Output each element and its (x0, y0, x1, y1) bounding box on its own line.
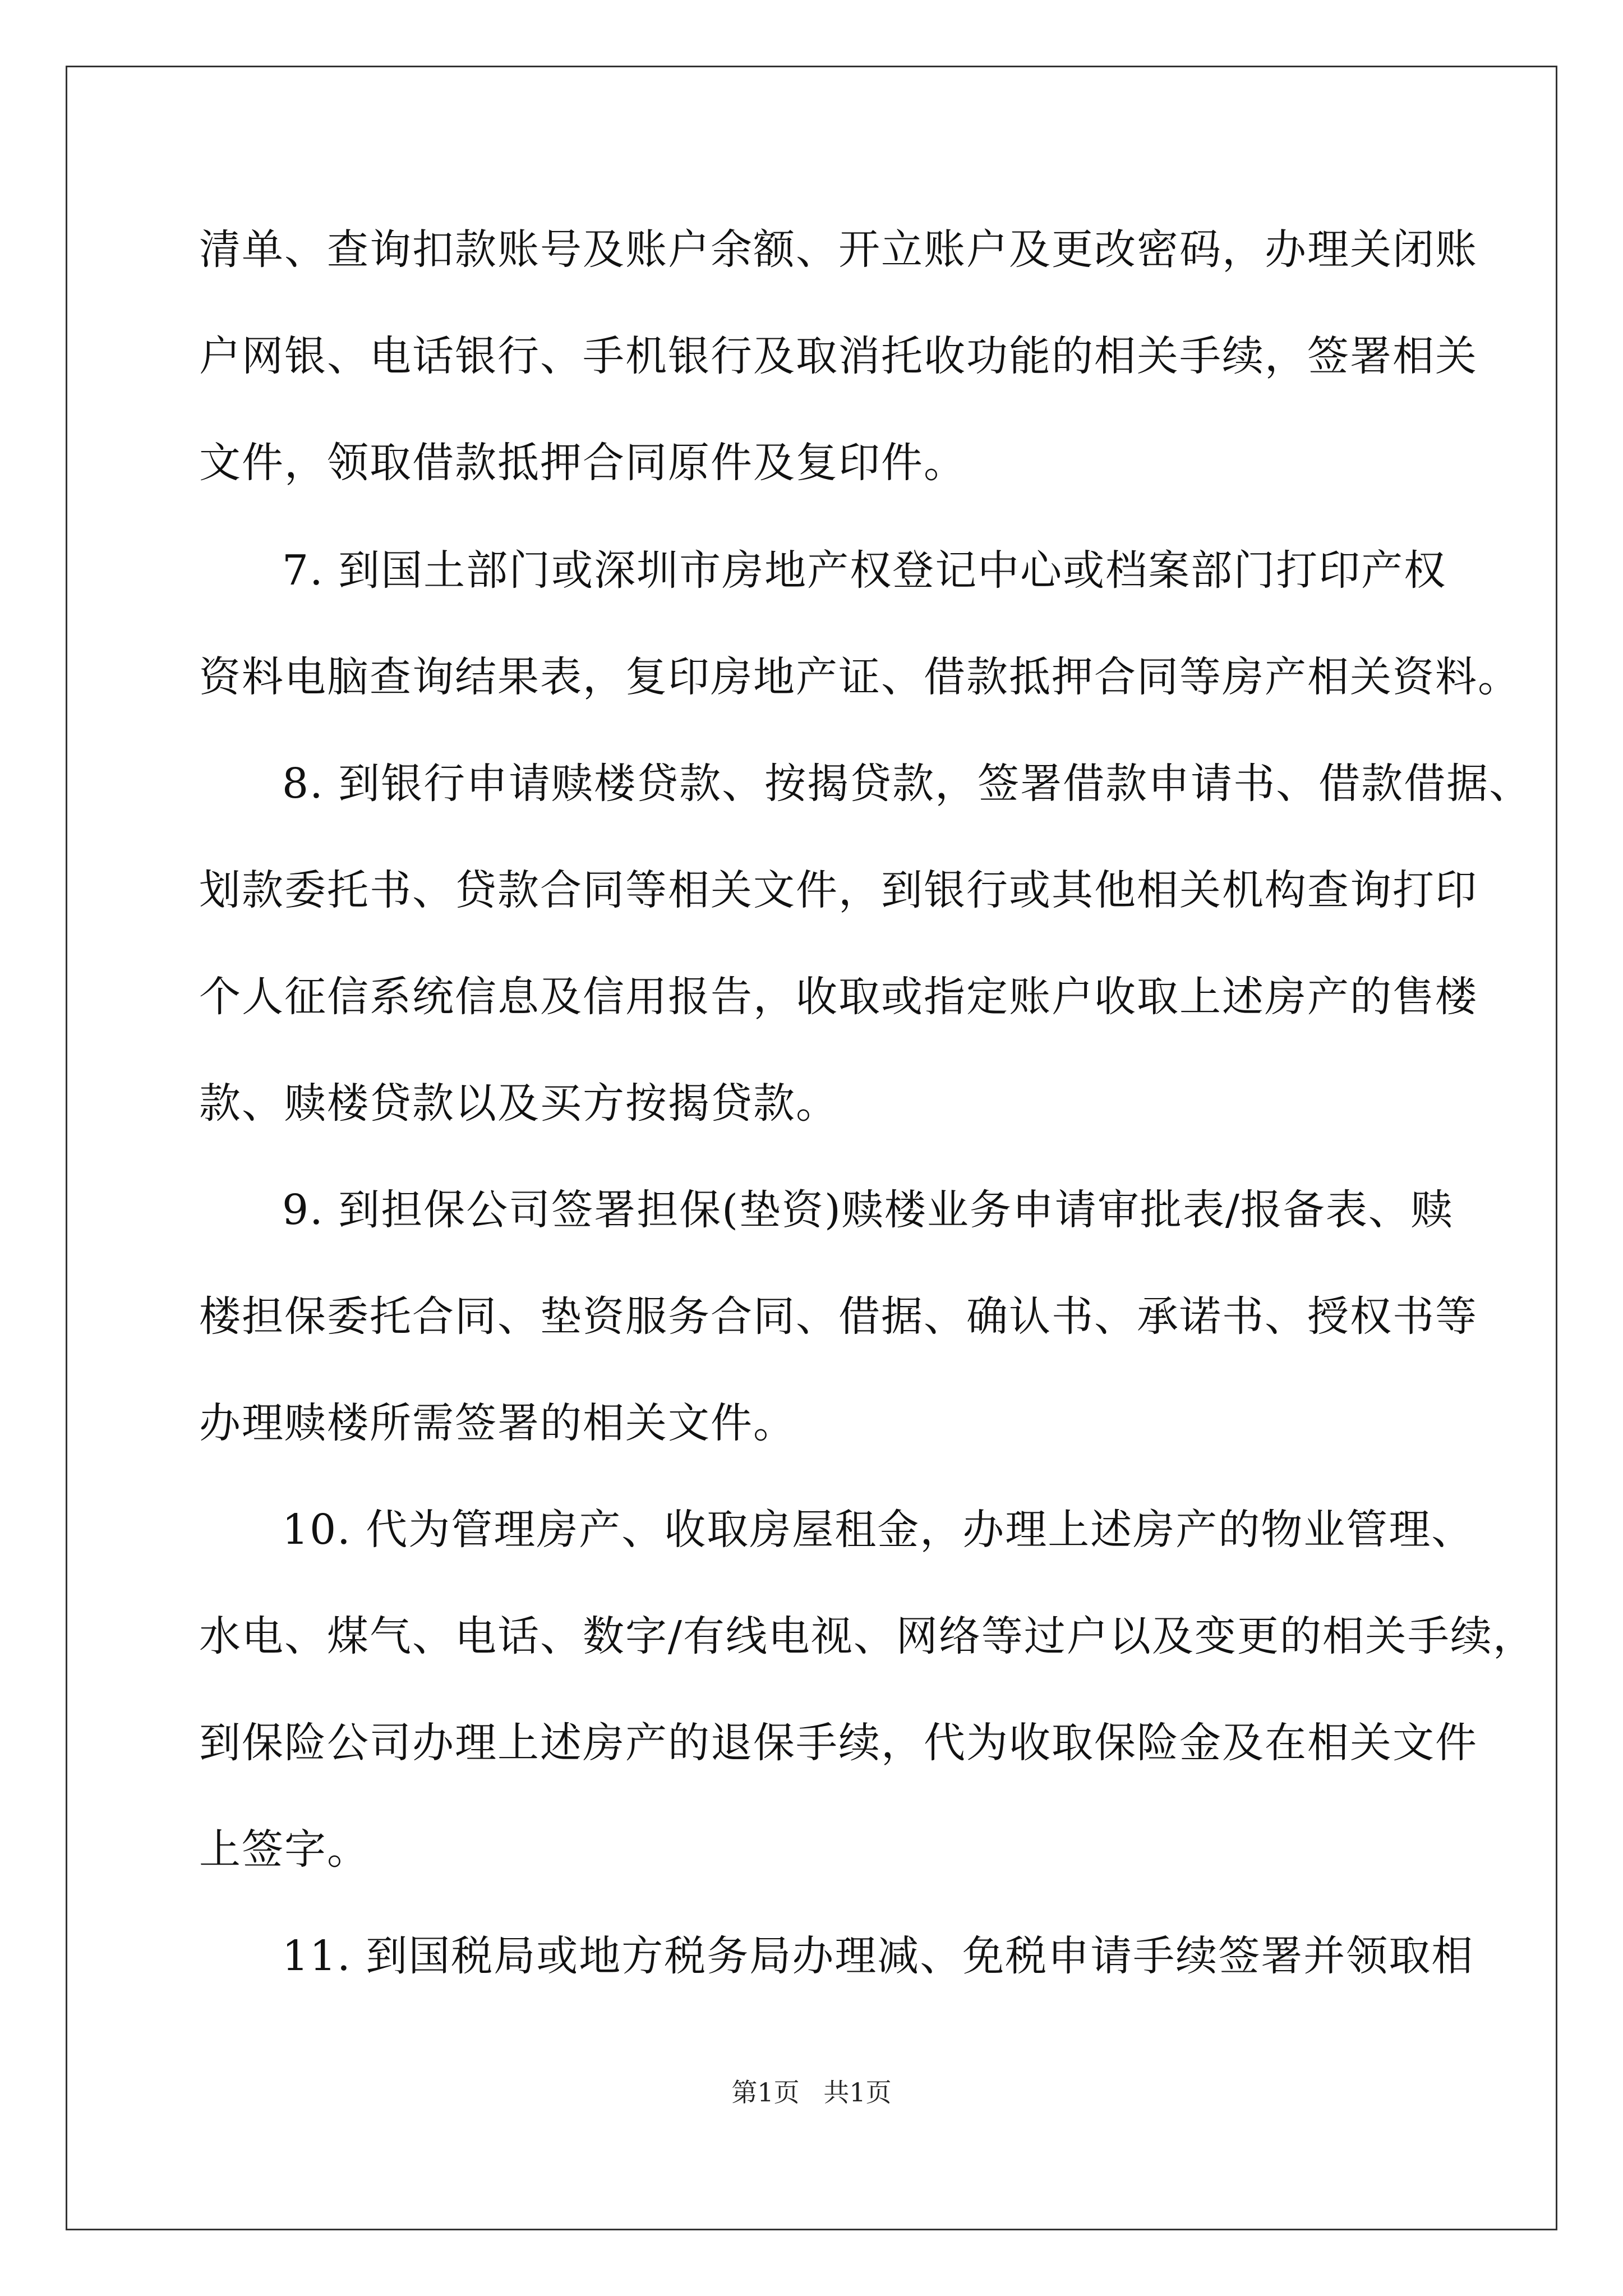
text-line: 清单、查询扣款账号及账户余额、开立账户及更改密码，办理关闭账 (199, 226, 1478, 274)
text-line: 楼担保委托合同、垫资服务合同、借据、确认书、承诺书、授权书等 (199, 1292, 1478, 1341)
text-line: 资料电脑查询结果表，复印房地产证、借款抵押合同等房产相关资料。 (199, 653, 1520, 701)
text-line: 办理赎楼所需签署的相关文件。 (199, 1399, 796, 1447)
text-line: 10. 代为管理房产、收取房屋租金，办理上述房产的物业管理、 (282, 1506, 1474, 1554)
text-line: 文件，领取借款抵押合同原件及复印件。 (199, 439, 966, 487)
text-line: 7. 到国土部门或深圳市房地产权登记中心或档案部门打印产权 (282, 546, 1447, 595)
text-line: 个人征信系统信息及信用报告，收取或指定账户收取上述房产的售楼 (199, 973, 1478, 1021)
text-line: 9. 到担保公司签署担保(垫资)赎楼业务申请审批表/报备表、赎 (282, 1186, 1454, 1234)
text-line: 水电、煤气、电话、数字/有线电视、网络等过户以及变更的相关手续， (199, 1612, 1536, 1660)
text-line: 上签字。 (199, 1825, 370, 1874)
page-number-total: 共1页 (823, 2077, 892, 2108)
page-border (66, 66, 1557, 2230)
text-line: 11. 到国税局或地方税务局办理减、免税申请手续签署并领取相 (282, 1932, 1474, 1980)
text-line: 8. 到银行申请赎楼贷款、按揭贷款，签署借款申请书、借款借据、 (282, 760, 1532, 808)
text-line: 划款委托书、贷款合同等相关文件，到银行或其他相关机构查询打印 (199, 866, 1478, 914)
text-line: 款、赎楼贷款以及买方按揭贷款。 (199, 1079, 838, 1128)
page-footer (0, 2076, 1623, 2109)
text-line: 到保险公司办理上述房产的退保手续，代为收取保险金及在相关文件 (199, 1719, 1478, 1767)
page-number-current: 第1页 (731, 2077, 800, 2108)
text-line: 户网银、电话银行、手机银行及取消托收功能的相关手续，签署相关 (199, 332, 1478, 380)
